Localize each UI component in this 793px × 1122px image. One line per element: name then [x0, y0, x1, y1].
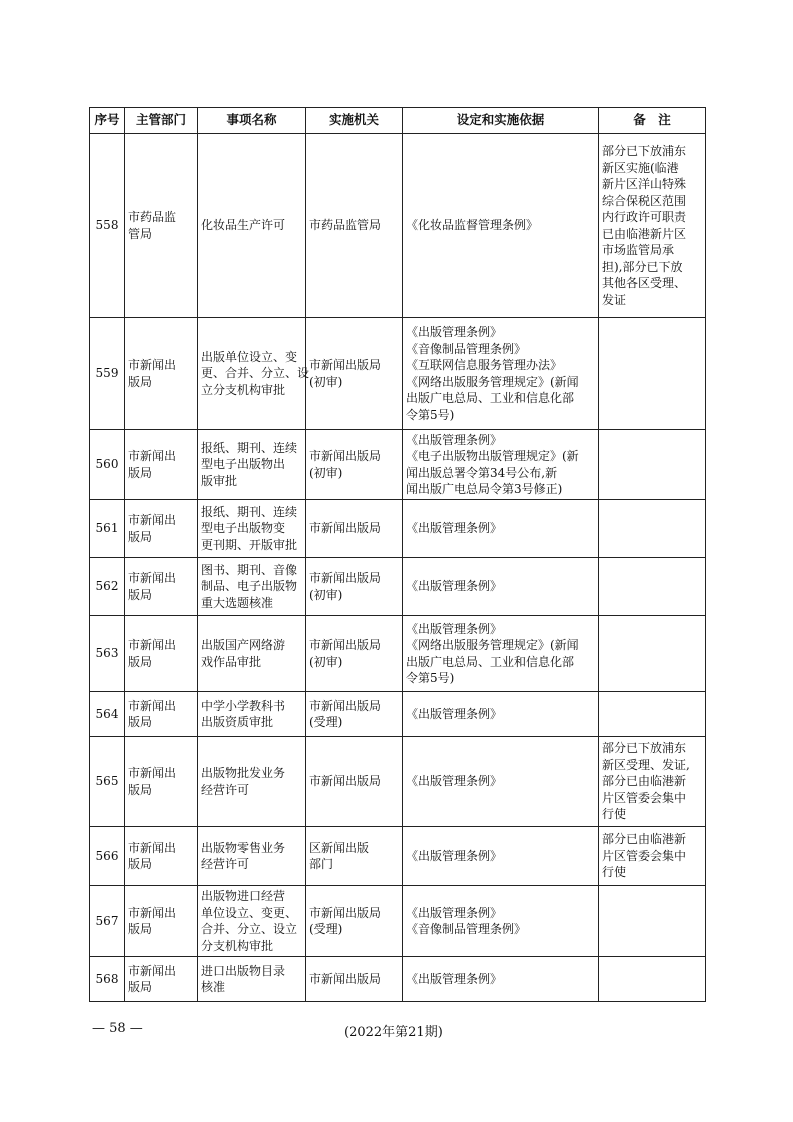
- agency-cell-line: (初审): [309, 465, 343, 480]
- agency-cell: [306, 500, 403, 558]
- dept-cell-line: 版局: [128, 465, 153, 480]
- dept-cell-line: 市药品监: [128, 210, 177, 224]
- table-row: [90, 692, 706, 737]
- item-name-cell-line: 单位设立、变更、: [201, 905, 298, 920]
- note-cell-line: 片区管委会集中: [602, 848, 687, 863]
- note-cell: [599, 692, 706, 737]
- item-name-cell-line: 图书、期刊、音像: [201, 562, 298, 577]
- dept-cell-line: 版局: [128, 374, 153, 389]
- agency-cell: [306, 886, 403, 957]
- row-number: 568: [90, 957, 125, 1002]
- basis-cell-line: 《网络出版服务管理规定》(新闻: [406, 374, 579, 389]
- note-cell-line: 发证: [602, 292, 627, 307]
- dept-cell-line: 市新闻出: [128, 571, 177, 585]
- basis-cell: [403, 616, 599, 692]
- row-number: 562: [90, 558, 125, 616]
- item-name-cell: [198, 318, 310, 430]
- agency-cell: [306, 134, 403, 318]
- basis-cell-line: 《音像制品管理条例》: [406, 341, 527, 356]
- agency-cell-line: (初审): [309, 654, 343, 669]
- dept-cell-line: 市新闻出: [128, 905, 177, 920]
- basis-cell-line: 闻出版总署令第34号公布,新: [406, 465, 558, 480]
- item-name-cell-line: 进口出版物目录: [201, 963, 286, 978]
- item-name-cell-line: 出版物进口经营: [201, 889, 286, 903]
- table-row: [90, 558, 706, 616]
- agency-cell-line: 市新闻出版局: [309, 638, 382, 652]
- note-cell: [599, 430, 706, 500]
- agency-cell: [306, 827, 403, 886]
- dept-cell-line: 版局: [128, 654, 153, 669]
- dept-cell: [125, 430, 198, 500]
- header-basis: 设定和实施依据: [403, 108, 599, 134]
- dept-cell: [125, 692, 198, 737]
- agency-cell-line: 市新闻出版局: [309, 521, 382, 536]
- item-name-cell-line: 出版物零售业务: [201, 840, 286, 855]
- agency-cell-line: 市新闻出版局: [309, 971, 382, 986]
- item-name-cell-line: 经营许可: [201, 857, 250, 871]
- basis-cell-line: 《出版管理条例》: [406, 905, 503, 920]
- table-row: [90, 886, 706, 957]
- item-name-cell: [198, 827, 306, 886]
- note-cell-line: 综合保税区范围: [602, 193, 687, 208]
- item-name-cell-line: 报纸、期刊、连续: [201, 504, 298, 519]
- row-number: 558: [90, 134, 125, 318]
- note-cell-line: 部分已下放浦东: [602, 741, 687, 756]
- basis-cell: [403, 827, 599, 886]
- basis-cell-line: 《出版管理条例》: [406, 706, 503, 721]
- item-name-cell-line: 制品、电子出版物: [201, 579, 298, 594]
- item-name-cell-line: 出版单位设立、变: [201, 349, 298, 364]
- note-cell: [599, 500, 706, 558]
- item-name-cell-line: 报纸、期刊、连续: [201, 440, 298, 455]
- item-name-cell: [198, 886, 306, 957]
- note-cell: [599, 827, 706, 886]
- note-cell: [599, 558, 706, 616]
- item-name-cell-line: 立分支机构审批: [201, 382, 286, 397]
- header-dept: 主管部门: [125, 108, 198, 134]
- dept-cell: [125, 616, 198, 692]
- item-name-cell: [198, 500, 306, 558]
- header-item: 事项名称: [198, 108, 306, 134]
- note-cell-line: 行使: [602, 865, 627, 880]
- agency-cell: [306, 558, 403, 616]
- note-cell-line: 新区实施(临港: [602, 160, 679, 175]
- basis-cell-line: 《音像制品管理条例》: [406, 922, 527, 936]
- item-name-cell: [198, 430, 306, 500]
- agency-cell-line: 区新闻出版: [309, 840, 370, 855]
- basis-cell-line: 出版广电总局、工业和信息化部: [406, 391, 575, 405]
- agency-cell: [306, 430, 403, 500]
- item-name-cell-line: 合并、分立、设立: [201, 922, 298, 936]
- table-body: [90, 134, 706, 1002]
- page-number: — 58 —: [92, 1021, 143, 1036]
- basis-cell-line: 《出版管理条例》: [406, 579, 503, 594]
- note-cell-line: 片区管委会集中: [602, 790, 687, 805]
- note-cell-line: 行使: [602, 807, 627, 822]
- basis-cell-line: 《出版管理条例》: [406, 848, 503, 863]
- note-cell: [599, 957, 706, 1002]
- basis-cell: [403, 500, 599, 558]
- note-cell: [599, 318, 706, 430]
- dept-cell: [125, 318, 198, 430]
- dept-cell-line: 市新闻出: [128, 358, 177, 372]
- agency-cell: [306, 616, 403, 692]
- note-cell-line: 部分已由临港新: [602, 832, 687, 847]
- basis-cell-line: 《出版管理条例》: [406, 621, 503, 636]
- item-name-cell-line: 出版资质审批: [201, 715, 274, 729]
- basis-cell: [403, 957, 599, 1002]
- dept-cell-line: 市新闻出: [128, 449, 177, 463]
- row-number: 567: [90, 886, 125, 957]
- basis-cell-line: 《出版管理条例》: [406, 432, 503, 447]
- dept-cell-line: 版局: [128, 587, 153, 602]
- basis-cell: [403, 886, 599, 957]
- agency-cell-line: 市新闻出版局: [309, 358, 382, 372]
- table-row: [90, 827, 706, 886]
- row-number: 559: [90, 318, 125, 430]
- agency-cell-line: 市新闻出版局: [309, 449, 382, 463]
- item-name-cell-line: 版审批: [201, 473, 238, 488]
- row-number: 561: [90, 500, 125, 558]
- basis-cell-line: 令第5号): [406, 671, 455, 685]
- item-name-cell-line: 戏作品审批: [201, 654, 262, 669]
- basis-cell-line: 《出版管理条例》: [406, 774, 503, 789]
- item-name-cell-line: 更、合并、分立、设: [201, 366, 310, 381]
- dept-cell-line: 版局: [128, 980, 153, 994]
- item-name-cell: [198, 616, 306, 692]
- item-name-cell: [198, 558, 306, 616]
- table-row: [90, 500, 706, 558]
- note-cell-line: 已由临港新片区: [602, 226, 687, 241]
- table-row: [90, 318, 706, 430]
- agency-cell-line: (受理): [309, 715, 343, 729]
- note-cell-line: 新片区洋山特殊: [602, 177, 687, 191]
- header-seq: 序号: [90, 108, 125, 134]
- row-number: 560: [90, 430, 125, 500]
- item-name-cell: [198, 134, 306, 318]
- basis-cell-line: 《出版管理条例》: [406, 325, 503, 339]
- dept-cell-line: 市新闻出: [128, 513, 177, 527]
- dept-cell: [125, 558, 198, 616]
- table-row: [90, 737, 706, 827]
- agency-cell-line: (初审): [309, 587, 343, 602]
- note-cell-line: 其他各区受理、: [602, 276, 687, 290]
- agency-cell: [306, 318, 403, 430]
- dept-cell-line: 管局: [128, 226, 153, 241]
- dept-cell-line: 市新闻出: [128, 840, 177, 855]
- agency-cell: [306, 692, 403, 737]
- basis-cell-line: 《化妆品监督管理条例》: [406, 218, 539, 233]
- note-cell-line: 市场监管局承: [602, 243, 675, 257]
- basis-cell-line: 《网络出版服务管理规定》(新闻: [406, 638, 579, 652]
- dept-cell: [125, 737, 198, 827]
- basis-cell: [403, 692, 599, 737]
- dept-cell-line: 版局: [128, 529, 153, 544]
- header-agency: 实施机关: [306, 108, 403, 134]
- agency-cell-line: (初审): [309, 374, 343, 389]
- agency-cell: [306, 737, 403, 827]
- dept-cell: [125, 500, 198, 558]
- issue-label: (2022年第21期): [344, 1025, 443, 1040]
- table-row: [90, 430, 706, 500]
- row-number: 565: [90, 737, 125, 827]
- table-row: [90, 134, 706, 318]
- basis-cell-line: 《出版管理条例》: [406, 971, 503, 986]
- table-header-row: [90, 108, 706, 134]
- agency-cell-line: 市新闻出版局: [309, 698, 382, 713]
- dept-cell-line: 市新闻出: [128, 638, 177, 652]
- item-name-cell-line: 型电子出版物出: [201, 457, 286, 472]
- table-row: [90, 616, 706, 692]
- basis-cell: [403, 558, 599, 616]
- dept-cell-line: 市新闻出: [128, 698, 177, 713]
- agency-cell-line: 市新闻出版局: [309, 571, 382, 585]
- basis-cell-line: 令第5号): [406, 407, 455, 422]
- basis-cell: [403, 134, 599, 318]
- item-name-cell: [198, 737, 306, 827]
- item-name-cell: [198, 692, 306, 737]
- note-cell: [599, 134, 706, 318]
- dept-cell-line: 版局: [128, 922, 153, 936]
- item-name-cell-line: 经营许可: [201, 782, 250, 797]
- item-name-cell: [198, 957, 306, 1002]
- item-name-cell-line: 分支机构审批: [201, 938, 274, 953]
- header-note: 备 注: [599, 108, 706, 134]
- dept-cell: [125, 957, 198, 1002]
- basis-cell-line: 出版广电总局、工业和信息化部: [406, 654, 575, 669]
- note-cell-line: 新区受理、发证,: [602, 757, 690, 772]
- dept-cell-line: 版局: [128, 857, 153, 871]
- row-number: 564: [90, 692, 125, 737]
- dept-cell-line: 市新闻出: [128, 963, 177, 978]
- note-cell-line: 担),部分已下放: [602, 259, 683, 274]
- dept-cell: [125, 827, 198, 886]
- item-name-cell-line: 出版国产网络游: [201, 638, 286, 652]
- item-name-cell-line: 中学小学教科书: [201, 698, 286, 713]
- basis-cell-line: 《电子出版物出版管理规定》(新: [406, 449, 579, 463]
- item-name-cell-line: 出版物批发业务: [201, 766, 286, 780]
- row-number: 563: [90, 616, 125, 692]
- dept-cell: [125, 886, 198, 957]
- agency-cell: [306, 957, 403, 1002]
- dept-cell-line: 版局: [128, 715, 153, 729]
- agency-cell-line: 部门: [309, 857, 334, 871]
- basis-cell-line: 《互联网信息服务管理办法》: [406, 358, 563, 372]
- item-name-cell-line: 更刊期、开版审批: [201, 537, 298, 552]
- item-name-cell-line: 型电子出版物变: [201, 521, 286, 536]
- row-number: 566: [90, 827, 125, 886]
- note-cell: [599, 886, 706, 957]
- basis-cell-line: 闻出版广电总局令第3号修正): [406, 482, 563, 496]
- table-row: [90, 957, 706, 1002]
- note-cell: [599, 737, 706, 827]
- note-cell-line: 部分已下放浦东: [602, 144, 687, 158]
- agency-cell-line: 市药品监管局: [309, 218, 382, 233]
- basis-cell: [403, 430, 599, 500]
- basis-cell: [403, 737, 599, 827]
- dept-cell: [125, 134, 198, 318]
- note-cell-line: 部分已由临港新: [602, 774, 687, 789]
- item-name-cell-line: 化妆品生产许可: [201, 218, 286, 233]
- items-table: [89, 107, 706, 1002]
- item-name-cell-line: 重大选题核准: [201, 595, 274, 610]
- note-cell: [599, 616, 706, 692]
- dept-cell-line: 市新闻出: [128, 766, 177, 780]
- agency-cell-line: 市新闻出版局: [309, 905, 382, 920]
- agency-cell-line: 市新闻出版局: [309, 774, 382, 789]
- item-name-cell-line: 核准: [201, 980, 226, 994]
- dept-cell-line: 版局: [128, 782, 153, 797]
- basis-cell-line: 《出版管理条例》: [406, 521, 503, 536]
- agency-cell-line: (受理): [309, 922, 343, 936]
- basis-cell: [403, 318, 599, 430]
- note-cell-line: 内行政许可职责: [602, 210, 687, 224]
